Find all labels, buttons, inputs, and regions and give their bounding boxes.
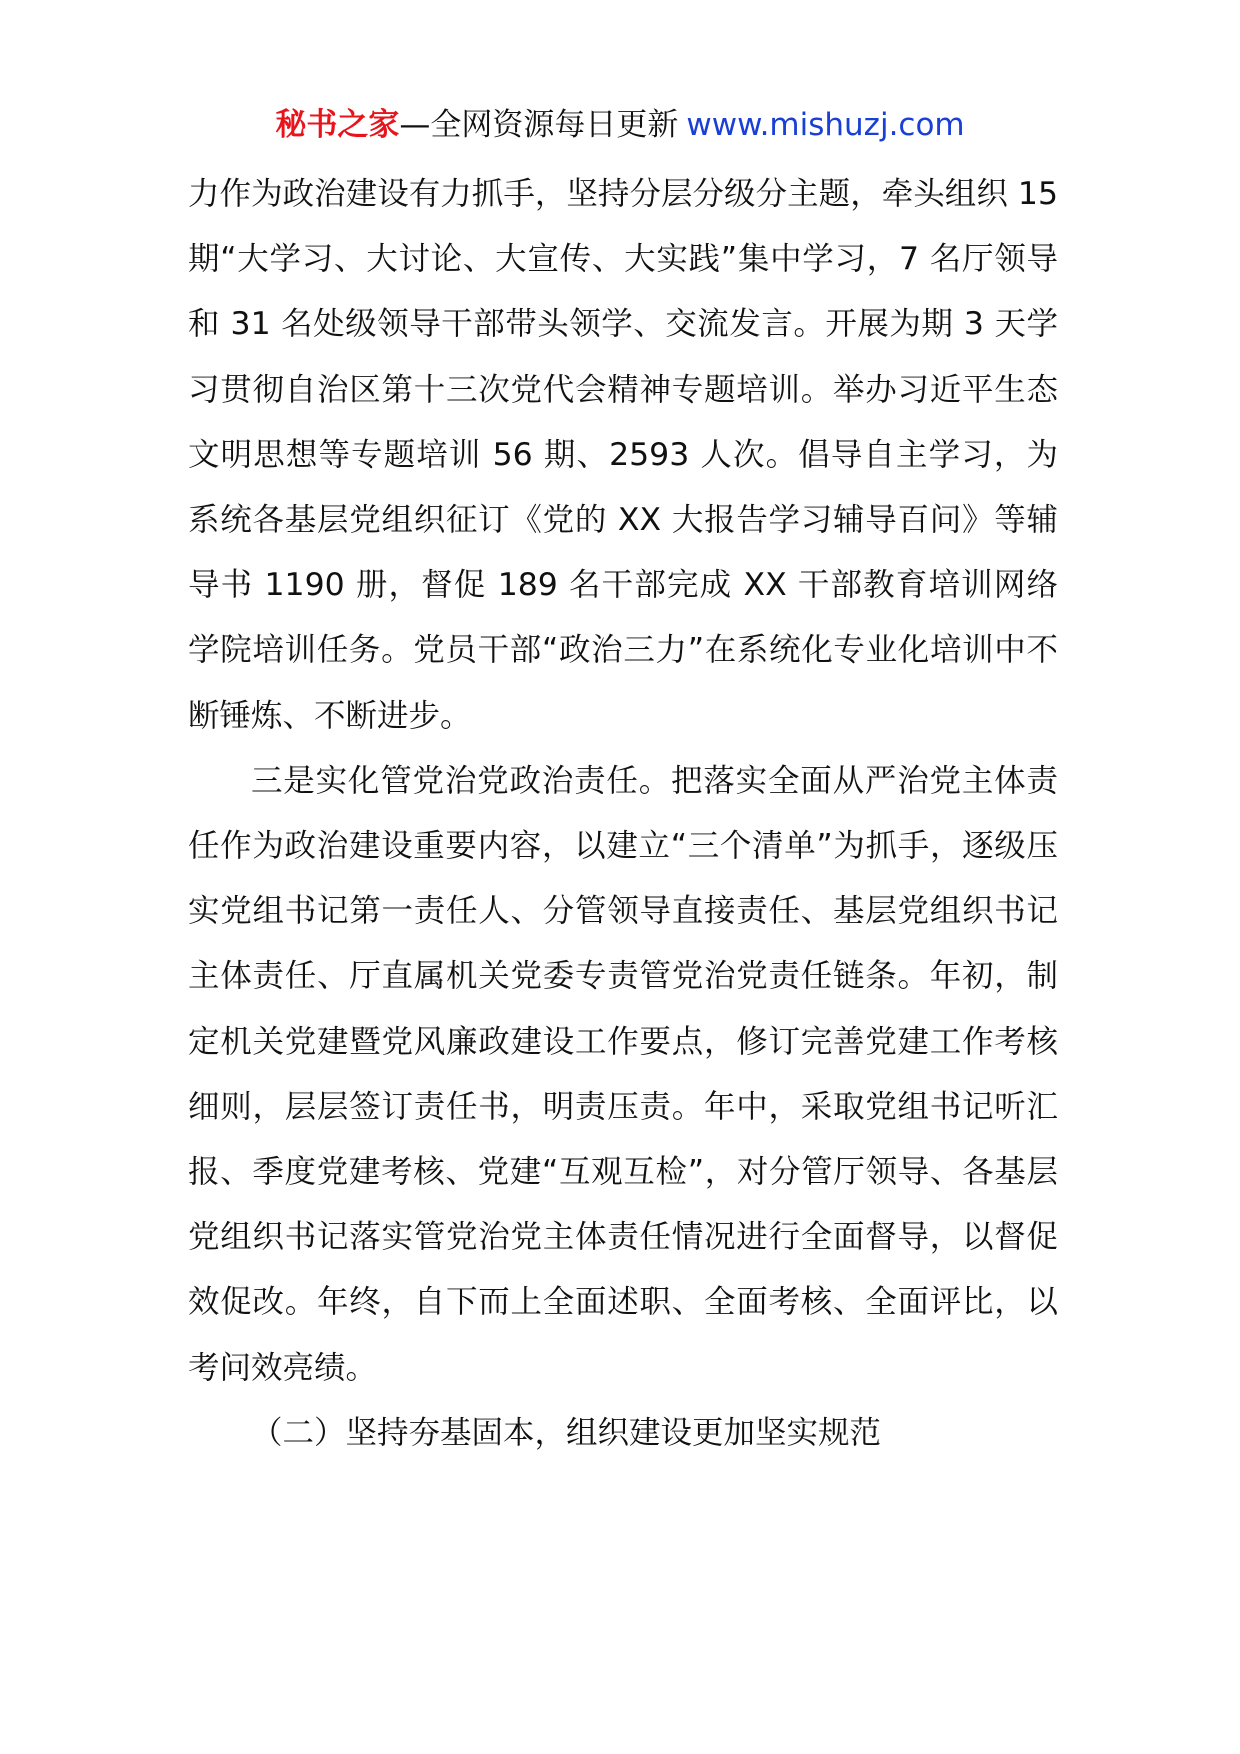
document-body: [188, 162, 1058, 1466]
body-paragraph-1: 力作为政治建设有力抓手，坚持分层分级分主题，牵头组织 15 期“大学习、大讨论、大宣传、大实践”集中学习，7 名厅领导和 31 名处级领导干部带头领学、交流发言。开展为期 3 天学习贯彻自治区第十三次党代会精神专题培训。举办习近平生态文明思想等专题培训 56 期、2593 人次。倡导自主学习，为系统各基层党组织征订《党的 XX 大报告学习辅导百问》等辅导书 1190 册，督促 189 名干部完成 XX 干部教育培训网络学院培训任务。党员干部“政治三力”在系统化专业化培训中不断锤炼、不断进步。: [188, 176, 1058, 734]
section-heading: （二）坚持夯基固本，组织建设更加坚实规范: [251, 1414, 882, 1451]
header-url[interactable]: www.mishuzj.com: [686, 107, 965, 143]
brand-name: 秘书之家: [275, 107, 400, 143]
header-slogan: —全网资源每日更新: [399, 107, 679, 143]
body-paragraph-2: 三是实化管党治党政治责任。把落实全面从严治党主体责任作为政治建设重要内容，以建立“三个清单”为抓手，逐级压实党组书记第一责任人、分管领导直接责任、基层党组织书记主体责任、厅直属机关党委专责管党治党责任链条。年初，制定机关党建暨党风廉政建设工作要点，修订完善党建工作考核细则，层层签订责任书，明责压责。年中，采取党组书记听汇报、季度党建考核、党建“互观互检”，对分管厅领导、各基层党组织书记落实管党治党主体责任情况进行全面督导，以督促效促改。年终，自下而上全面述职、全面考核、全面评比，以考问效亮绩。: [188, 762, 1058, 1386]
page-header: [0, 100, 1240, 150]
